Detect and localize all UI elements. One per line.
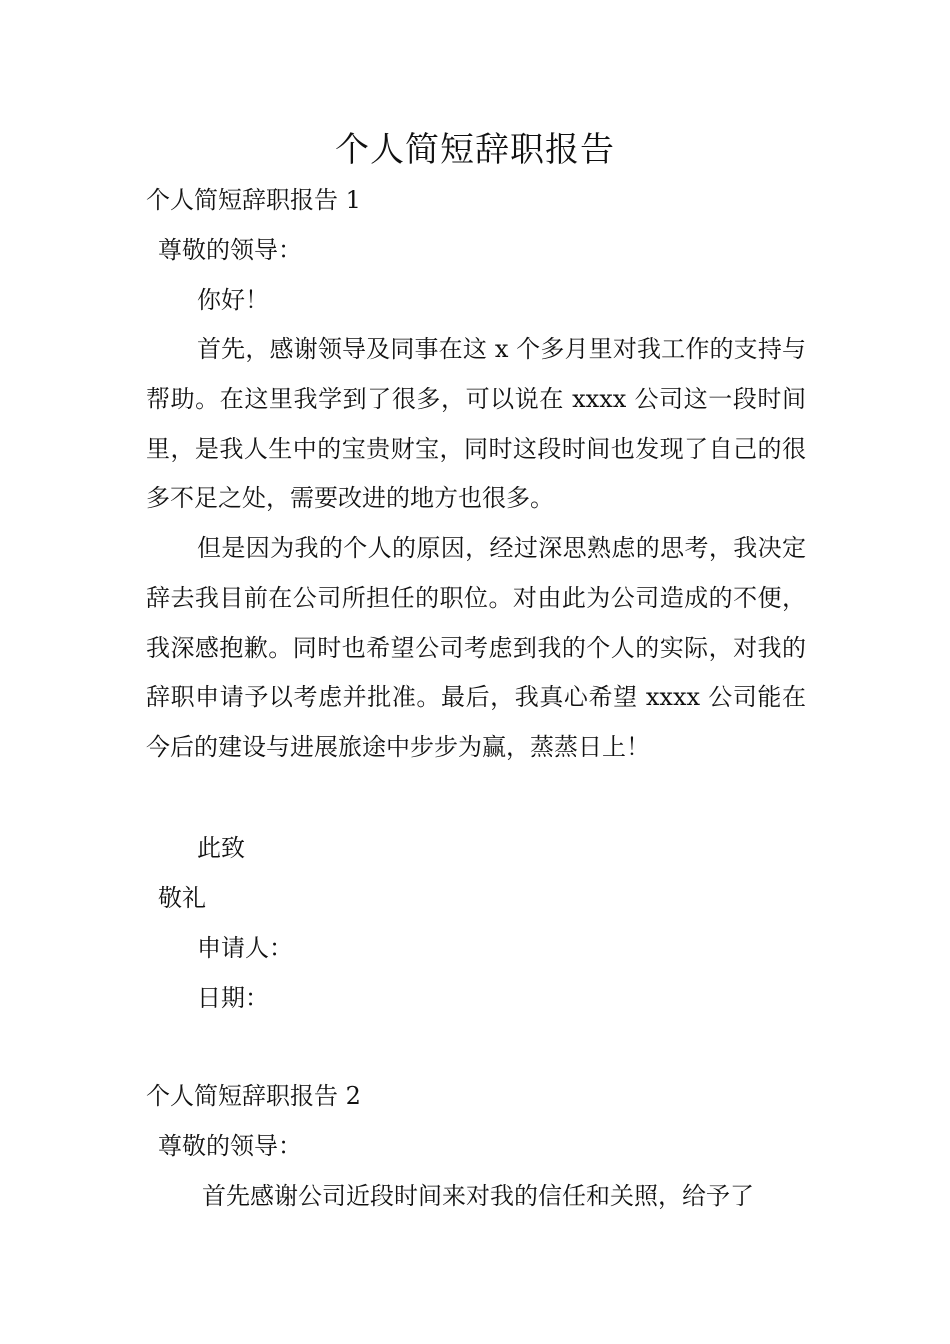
letter1-closing-1: 此致: [197, 834, 245, 862]
letter1-greeting: 你好！: [197, 286, 269, 314]
letter1-paragraph-1: 首先，感谢领导及同事在这 x 个多月里对我工作的支持与帮助。在这里我学到了很多，可以说在 xxxx 公司这一段时间里，是我人生中的宝贵财宝，同时这段时间也发现了自己的很多不足之处，需要改进的地方也很多。: [146, 335, 806, 513]
letter2-heading: 个人简短辞职报告 2: [146, 1082, 361, 1110]
letter1-closing-2: 敬礼: [158, 884, 206, 912]
letter2-salutation: 尊敬的领导：: [158, 1132, 302, 1160]
letter1-heading: 个人简短辞职报告 1: [146, 186, 361, 214]
document-title: 个人简短辞职报告: [335, 130, 615, 170]
letter1-paragraph-2: 但是因为我的个人的原因，经过深思熟虑的思考，我决定辞去我目前在公司所担任的职位。对由此为公司造成的不便，我深感抱歉。同时也希望公司考虑到我的个人的实际，对我的辞职申请予以考虑并批准。最后，我真心希望 xxxx 公司能在今后的建设与进展旅途中步步为赢，蒸蒸日上！: [146, 534, 806, 762]
letter1-applicant-label: 申请人：: [197, 934, 293, 962]
letter2-paragraph-1: 首先感谢公司近段时间来对我的信任和关照，给予了: [202, 1182, 754, 1210]
letter1-salutation: 尊敬的领导：: [158, 236, 302, 264]
letter1-date-label: 日期：: [197, 984, 269, 1012]
